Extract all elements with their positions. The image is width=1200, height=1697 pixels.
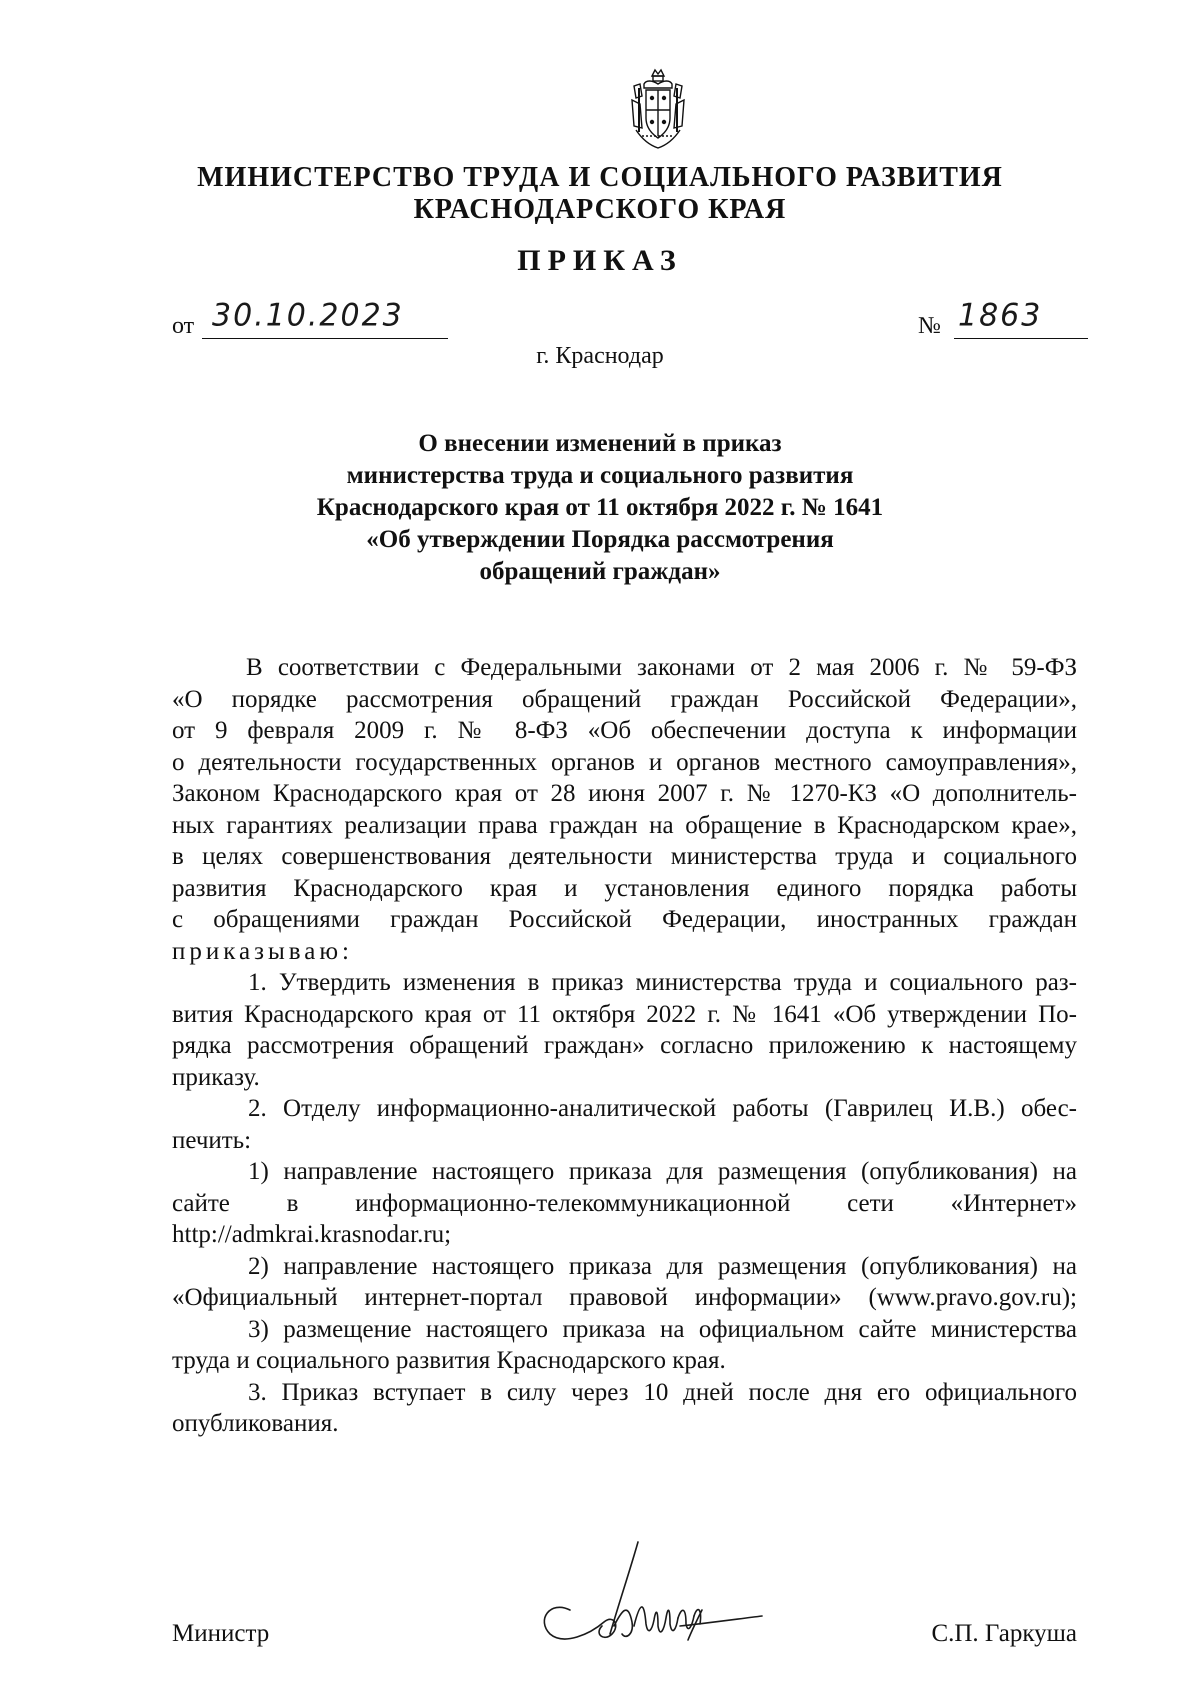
number-underline: [954, 338, 1088, 339]
item1-line: вития Краснодарского края от 11 октября 2022 г. № 1641 «Об утверждении По-: [172, 1000, 1077, 1028]
date-field: [172, 297, 452, 344]
order-body: [172, 652, 1077, 1440]
item2-3-line: 3) размещение настоящего приказа на официальном сайте министерства: [248, 1315, 1077, 1343]
preamble-line: Законом Краснодарского края от 28 июня 2007 г. № 1270-КЗ «О дополнитель-: [172, 780, 1077, 807]
item1-line: рядка рассмотрения обращений граждан» согласно приложению к настоящему: [172, 1032, 1077, 1059]
coat-of-arms-icon: [622, 66, 694, 154]
document-type-heading: ПРИКАЗ: [517, 244, 683, 277]
signer-position: Министр: [172, 1620, 270, 1647]
title-line: О внесении изменений в приказ: [418, 430, 782, 457]
preamble-line: с обращениями граждан Российской Федерации, иностранных граждан: [172, 906, 1077, 933]
preamble-line: о деятельности государственных органов и органов местного самоуправления»,: [172, 748, 1077, 776]
city-location: г. Краснодар: [536, 343, 664, 369]
number-value: 1863: [958, 297, 1043, 334]
ministry-name-line2: КРАСНОДАРСКОГО КРАЯ: [413, 194, 787, 225]
title-line: министерства труда и социального развития: [346, 462, 854, 489]
item2-line: 2. Отделу информационно-аналитической работы (Гаврилец И.В.) обес-: [248, 1095, 1077, 1122]
item2-3-line: труда и социального развития Краснодарского края.: [172, 1347, 726, 1374]
ministry-name-line1: МИНИСТЕРСТВО ТРУДА И СОЦИАЛЬНОГО РАЗВИТИЯ: [197, 162, 1003, 193]
title-line: обращений граждан»: [479, 558, 721, 585]
preamble-line: в целях совершенствования деятельности министерства труда и социального: [172, 843, 1077, 870]
order-number-field: [918, 297, 1098, 344]
item2-2-line: 2) направление настоящего приказа для размещения (опубликования) на: [248, 1252, 1077, 1280]
item2-2-line: «Официальный интернет-портал правовой информации» (www.pravo.gov.ru);: [172, 1284, 1077, 1311]
preamble-line: ных гарантиях реализации права граждан на обращение в Краснодарском крае»,: [172, 811, 1077, 839]
date-value: 30.10.2023: [212, 297, 404, 334]
signer-name: С.П. Гаркуша: [931, 1620, 1077, 1647]
order-word: приказываю:: [172, 937, 353, 965]
preamble-line: от 9 февраля 2009 г. № 8-ФЗ «Об обеспечении доступа к информации: [172, 717, 1077, 744]
preamble-line: «О порядке рассмотрения обращений граждан Российской Федерации»,: [172, 685, 1077, 713]
item2-1-line: сайте в информационно-телекоммуникационной сети «Интернет»: [172, 1189, 1077, 1217]
item2-line: печить:: [172, 1126, 252, 1154]
title-line: «Об утверждении Порядка рассмотрения: [366, 526, 834, 553]
item2-1-url: http://admkrai.krasnodar.ru;: [172, 1221, 452, 1248]
order-title: [250, 428, 950, 588]
number-prefix: №: [918, 313, 941, 339]
date-underline: [202, 338, 448, 339]
item3-line: 3. Приказ вступает в силу через 10 дней после дня его официального: [248, 1378, 1077, 1406]
preamble-line: В соответствии с Федеральными законами от 2 мая 2006 г. № 59-ФЗ: [246, 654, 1077, 681]
item2-1-line: 1) направление настоящего приказа для размещения (опубликования) на: [248, 1158, 1077, 1185]
item3-line: опубликования.: [172, 1410, 339, 1437]
signature-row: [172, 1618, 1077, 1650]
item1-line: 1. Утвердить изменения в приказ министерства труда и социального раз-: [248, 969, 1077, 996]
date-prefix: от: [172, 313, 195, 339]
title-line: Краснодарского края от 11 октября 2022 г. № 1641: [316, 494, 884, 521]
item1-line: приказу.: [172, 1063, 260, 1091]
preamble-line: развития Краснодарского края и установления единого порядка работы: [172, 874, 1077, 902]
